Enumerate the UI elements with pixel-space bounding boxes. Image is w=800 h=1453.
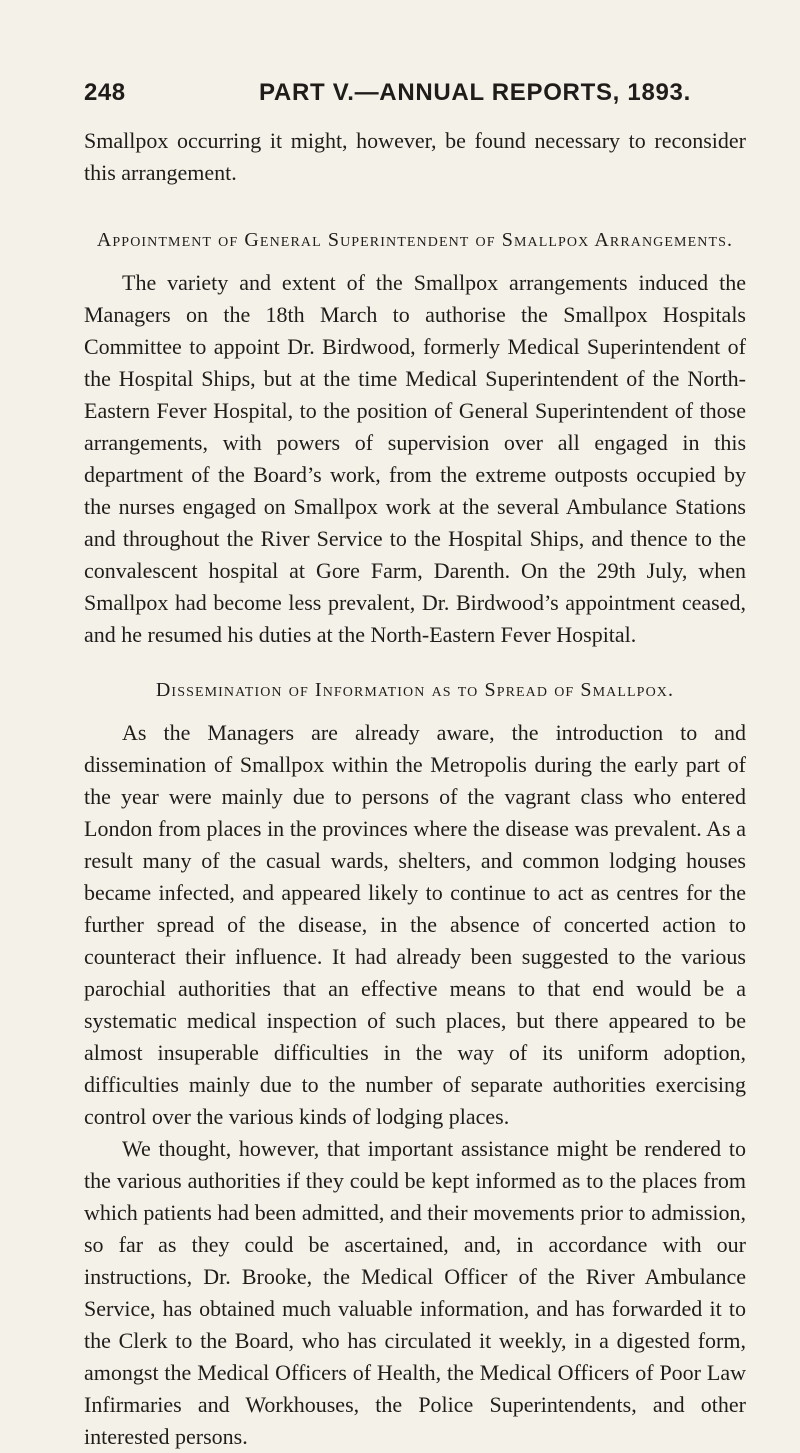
dissemination-paragraph-1: As the Managers are already aware, the introduction to and dissemination of Smallpox within the Metropolis during the early part of the year were mainly due to persons of the vagrant class who entered London from places in the provinces where the disease was prevalent. As a result many of the casual wards, shelters, and common lodging houses became infected, and appeared likely to continue to act as centres for the further spread of the disease, in the absence of concerted action to counteract their influence. It had already been suggested to the various parochial authorities that an effective means to that end would be a systematic medical inspection of such places, but there appeared to be almost insuperable difficulties in the way of its uniform adoption, difficulties mainly due to the number of separate authorities exercising control over the various kinds of lodging places. (84, 720, 746, 1129)
running-head: PART V.—ANNUAL REPORTS, 1893. (259, 79, 691, 106)
superintendent-paragraph: The variety and extent of the Smallpox arrangements induced the Managers on the 18th March to authorise the Smallpox Hospitals Committee to appoint Dr. Birdwood, formerly Medical Superintendent of the Hospital Ships, but at the time Medical Superintendent of the North-Eastern Fever Hospital, to the position of General Superintendent of those arrangements, with powers of supervision over all engaged in this department of the Board’s work, from the extreme outposts occupied by the nurses engaged on Smallpox work at the several Ambulance Stations and throughout the River Service to the Hospital Ships, and thence to the convalescent hospital at Gore Farm, Darenth. On the 29th July, when Smallpox had become less prevalent, Dr. Birdwood’s appointment ceased, and he resumed his duties at the North-Eastern Fever Hospital. (84, 270, 746, 647)
page-number: 248 (84, 79, 126, 106)
report-body (84, 125, 746, 1453)
dissemination-paragraph-2: We thought, however, that important assistance might be rendered to the various authorities if they could be kept informed as to the places from which patients had been admitted, and their movements prior to admission, so far as they could be ascertained, and, in accordance with our instructions, Dr. Brooke, the Medical Officer of the River Ambulance Service, has obtained much valuable information, and has forwarded it to the Clerk to the Board, who has circulated it weekly, in a digested form, amongst the Medical Officers of Health, the Medical Officers of Poor Law Infirmaries and Workhouses, the Police Superintendents, and other interested persons. (84, 1136, 746, 1449)
intro-paragraph: Smallpox occurring it might, however, be found necessary to reconsider this arrangement. (84, 128, 746, 185)
page-header (84, 79, 746, 109)
section-title-dissemination: Dissemination of Information as to Spread of Smallpox. (155, 679, 675, 701)
section-title-superintendent: Appointment of General Superintendent of Smallpox Arrangements. (96, 229, 734, 251)
